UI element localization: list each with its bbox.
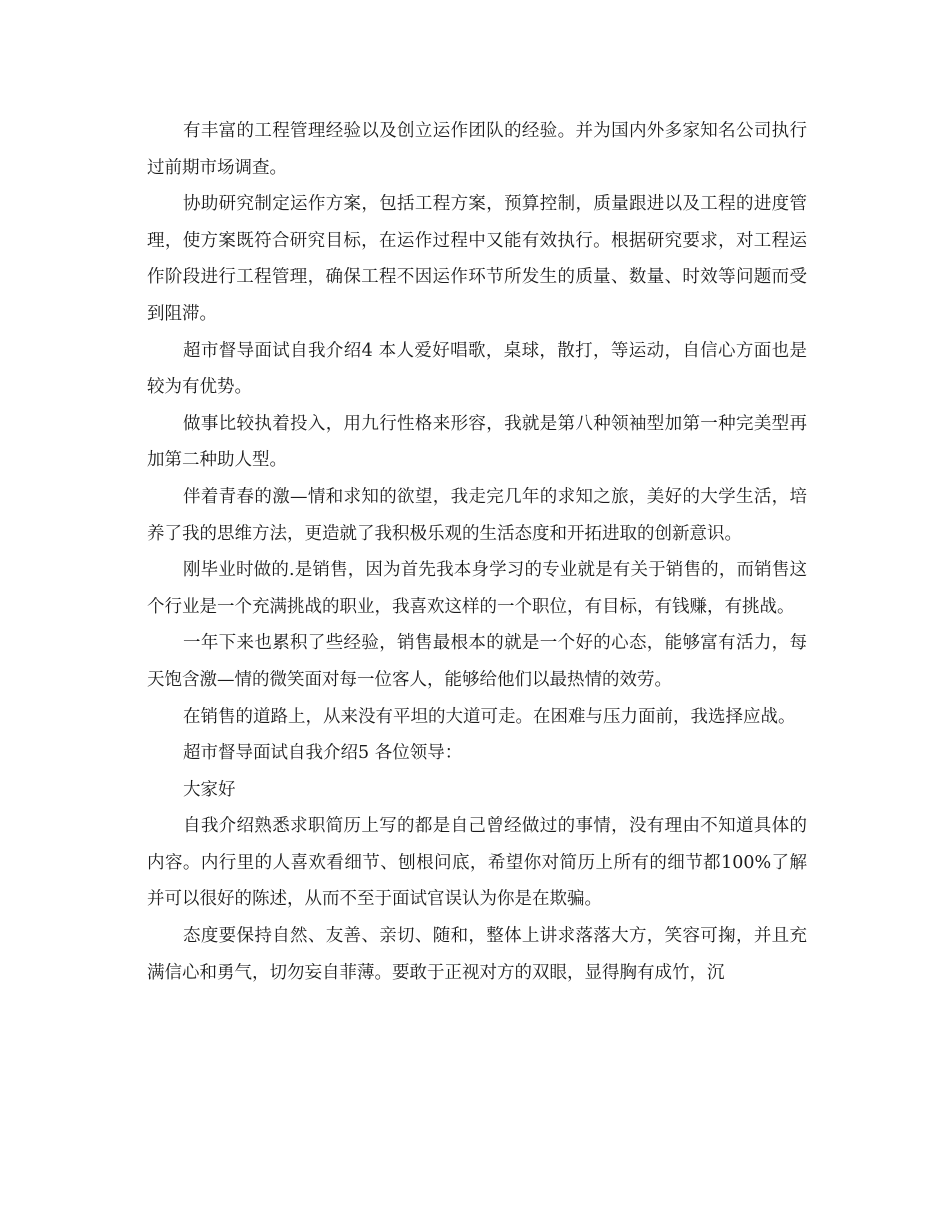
document-body: [147, 113, 807, 991]
paragraph-10: 大家好: [183, 779, 236, 800]
paragraph-5: 伴着青春的激—情和求知的欲望，我走完几年的求知之旅，美好的大学生活，培养了我的思维方法，更造就了我积极乐观的生活态度和开拓进取的创新意识。: [147, 486, 807, 544]
paragraph-3: 超市督导面试自我介绍4 本人爱好唱歌，桌球，散打，等运动，自信心方面也是较为有优势。: [147, 340, 807, 398]
paragraph-9: 超市督导面试自我介绍5 各位领导：: [183, 743, 463, 764]
paragraph-1: 有丰富的工程管理经验以及创立运作团队的经验。并为国内外多家知名公司执行过前期市场调查。: [147, 121, 807, 178]
paragraph-6: 刚毕业时做的.是销售，因为首先我本身学习的专业就是有关于销售的，而销售这个行业是一个充满挑战的职业，我喜欢这样的一个职位，有目标，有钱赚，有挑战。: [147, 560, 807, 617]
paragraph-12: 态度要保持自然、友善、亲切、随和，整体上讲求落落大方，笑容可掬，并且充满信心和勇气，切勿妄自菲薄。要敢于正视对方的双眼，显得胸有成竹，沉: [147, 926, 807, 983]
paragraph-4: 做事比较执着投入，用九行性格来形容，我就是第八种领袖型加第一种完美型再加第二种助人型。: [147, 413, 807, 471]
paragraph-11: 自我介绍熟悉求职简历上写的都是自己曾经做过的事情，没有理由不知道具体的内容。内行里的人喜欢看细节、刨根问底，希望你对简历上所有的细节都100%了解并可以很好的陈述，从而不至于面试官误认为你是在欺骗。: [147, 816, 807, 910]
paragraph-7: 一年下来也累积了些经验，销售最根本的就是一个好的心态，能够富有活力，每天饱含激—情的微笑面对每一位客人，能够给他们以最热情的效劳。: [147, 633, 807, 690]
paragraph-2: 协助研究制定运作方案，包括工程方案，预算控制，质量跟进以及工程的进度管理，使方案既符合研究目标，在运作过程中又能有效执行。根据研究要求，对工程运作阶段进行工程管理，确保工程不因运作环节所发生的质量、数量、时效等问题而受到阻滞。: [147, 194, 807, 324]
paragraph-8: 在销售的道路上，从来没有平坦的大道可走。在困难与压力面前，我选择应战。: [183, 706, 796, 727]
